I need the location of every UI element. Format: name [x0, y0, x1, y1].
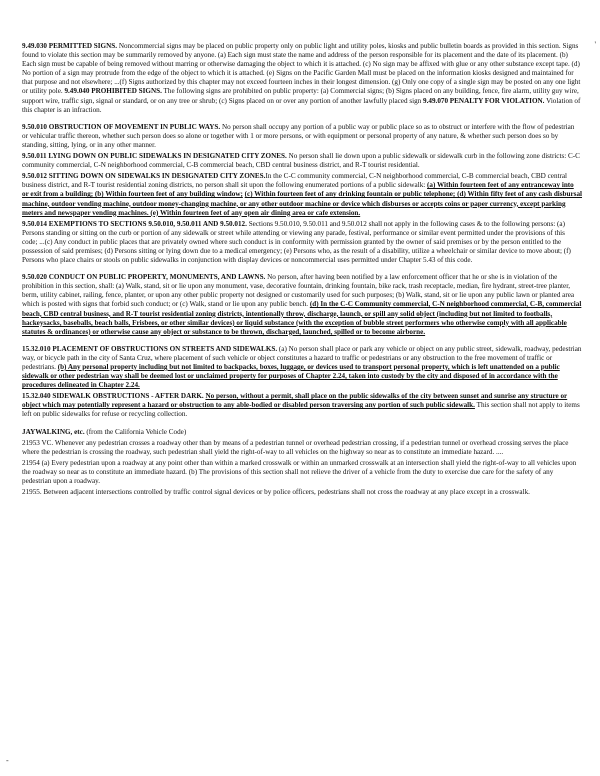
paragraph-p5 [22, 220, 582, 265]
paragraph-p8 [22, 392, 582, 419]
section-heading: 9.50.010 OBSTRUCTION OF MOVEMENT IN PUBLIC WAYS. [22, 122, 221, 131]
corner-mark: ' [594, 40, 596, 49]
section-heading: 9.49.040 PROHIBITED SIGNS. [64, 87, 162, 96]
section-heading: 15.32.040 SIDEWALK OBSTRUCTIONS - AFTER DARK. [22, 392, 204, 401]
paragraph-p4 [22, 172, 582, 217]
paragraph-p1 [22, 42, 582, 115]
section-heading: 9.50.020 CONDUCT ON PUBLIC PROPERTY, MONUMENTS, AND LAWNS. [22, 273, 266, 282]
body-text: Violation of this chapter is an infraction. [22, 96, 581, 114]
emphasized-text: (d) In the C-C Community commercial, C-N neighborhood commercial, C-B, commercial beach, CBD central business, and R-T tourist residential zoning districts, intentionally throw, discharge, launch, or spill any solid object (including but not limited to footballs, hackeysacks, baseballs, beach balls, Frisbees, or other similar devices) or liquid substance (with the exception of bubble street performers who otherwise comply with all applicable statutes & ordinances) or otherwise cause any object or substance to be thrown, discharged, launched, spilled or to become airborne. [22, 300, 582, 336]
body-text: In the C-C community commercial, C-N neighborhood commercial, C-B commercial beach, CBD central business district, and R-T tourist residential zoning districts, no person shall sit upon the following enumerated portions of a public sidewalk: [22, 172, 568, 190]
body-text: 21954 (a) Every pedestrian upon a roadway at any point other than within a marked crosswalk or within an unmarked crosswalk at an intersection shall yield the right-of-way to all vehicles upon the roadway so near as to constitute an immediate hazard. (b) The provisions of this section shall not relieve the driver of a vehicle from the duty to exercise due care for the safety of any pedestrian upon a roadway. [22, 458, 577, 486]
section-heading: 9.49.070 PENALTY FOR VIOLATION. [423, 96, 545, 105]
body-text: Sections 9.50.010, 9.50.011 and 9.50.012 shall not apply in the following cases & to the following persons: (a) Persons standing or sitting on the curb or portion of any sidewalk or street while attending or viewing any parade, festival, performance or similar event permitted under the provisions of this code; ...(c) Any conduct in public places that are privately owned where such conduct is in conformity with permission granted by the owner of said premises or by the person entitled to the possession of said premises; (d) Persons sitting or lying down due to a medical emergency; (e) Persons who, as the result of a disability, utilize a wheelchair or similar device to move about; (f) Persons who place chairs or stools on public sidewalks in conjunction with display devices or noncommercial uses permitted under Chapter 5.43 of this code. [22, 219, 571, 265]
emphasized-text: (a) Within fourteen feet of any entranceway into or exit from a building; (b) Within fourteen feet of any building window; [22, 181, 574, 199]
paragraph-p2 [22, 123, 582, 150]
paragraph-p11 [22, 459, 582, 486]
paragraph-p10 [22, 439, 582, 457]
document-page [22, 42, 582, 499]
section-heading: JAYWALKING, etc. [22, 427, 85, 436]
emphasized-text: No person, without a permit, shall place on the public sidewalks of the city between sunset and sunrise any structure or object which may potentially represent a hazard or obstruction to any able-bodied or disabled person traversing any portion of such public sidewalk. [22, 392, 568, 410]
emphasized-text: (c) Within fourteen feet of any drinking fountain or public telephone; (d) Within fifty feet of any cash disbursal machine, outdoor vending machine, outdoor money-changing machine, or any other outdoor machine or device which disburses or accepts coins or paper currency, except parking meters and newspaper vending machines. (e) Within fourteen feet of any open air dining area or cafe extension. [22, 190, 583, 217]
bottom-mark: - [6, 756, 9, 765]
paragraph-p6 [22, 273, 582, 337]
section-heading: 9.49.030 PERMITTED SIGNS. [22, 42, 118, 50]
body-text: No person shall occupy any portion of a public way or public place so as to obstruct or interfere with the flow of pedestrian or vehicular traffic thereon, whether such person does so alone or together with 1 or more persons, or with equipment or personal property of any nature, & whether such person does so by standing, sitting, lying, or in any other manner. [22, 122, 575, 149]
section-heading: 15.32.010 PLACEMENT OF OBSTRUCTIONS ON STREETS AND SIDEWALKS. [22, 344, 278, 353]
paragraph-p3 [22, 152, 582, 170]
paragraph-p12 [22, 488, 582, 497]
body-text: (from the California Vehicle Code) [84, 427, 187, 436]
body-text: Noncommercial signs may be placed on public property only on public light and utility poles, kiosks and public bulletin boards as provided in this section. Signs found to violate this section may be summarily removed by anyone. (a) Each sign must state the name and address of the person responsible for its placement and the date of its placement. (b) Each sign must be capable of being removed without marring or otherwise damaging the object to which it is attached. (c) No sign may be affixed with glue or any other substance except tape. (d) No portion of a sign may protrude from the edge of the object to which it is attached. (e) Signs on the Pacific Garden Mall must be placed on the information kiosks designed and maintained for that purpose and not elsewhere; ...(f) Signs authorized by this chapter may not exceed fourteen inches in their longest dimension. (g) Only one copy of a single sign may be posted on any one light or utility pole. [22, 42, 581, 96]
body-text: 21953 VC. Whenever any pedestrian crosses a roadway other than by means of a pedestrian tunnel or overhead pedestrian crossing, if a pedestrian tunnel or overhead crossing serves the place where the pedestrian is crossing the roadway, such pedestrian shall yield the right-of-way to all vehicles on the highway so near as to constitute an immediate hazard. .... [22, 438, 569, 456]
emphasized-text: (b) Any personal property including but not limited to backpacks, boxes, luggage, or devices used to transport personal property, which is left unattended on a public sidewalk or other pedestrian way shall be deemed lost or unclaimed property for purposes of Chapter 2.24, taken into custody by the city and disposed of in accordance with the procedures delineated in Chapter 2.24. [22, 363, 560, 390]
section-heading: 9.50.014 EXEMPTIONS TO SECTIONS 9.50.010, 9.50.011 AND 9.50.012. [22, 219, 247, 228]
body-text: This section shall not apply to items left on public sidewalks for refuse or recycling collection. [22, 401, 580, 419]
section-heading: 9.50.011 LYING DOWN ON PUBLIC SIDEWALKS IN DESIGNATED CITY ZONES. [22, 152, 287, 161]
paragraph-p9 [22, 428, 582, 437]
body-text: No person shall lie down upon a public sidewalk or sidewalk curb in the following zone districts: C-C community commercial, C-N neighborhood commercial, C-B commercial beach, CBD central business district, and R-T tourist residential. [22, 152, 580, 170]
body-text: The following signs are prohibited on public property: (a) Commercial signs; (b) Signs placed on any building, fence, fire alarm, utility guy wire, support wire, traffic sign, signal or standard, or on any tree or shrub; (c) Signs placed on or over any portion of another lawfully placed sign [22, 87, 579, 105]
section-heading: 9.50.012 SITTING DOWN ON SIDEWALKS IN DESIGNATED CITY ZONES. [22, 172, 266, 181]
paragraph-p7 [22, 345, 582, 390]
body-text: 21955. Between adjacent intersections controlled by traffic control signal devices or by police officers, pedestrians shall not cross the roadway at any place except in a crosswalk. [22, 488, 530, 497]
body-text: (a) No person shall place or park any vehicle or object on any public street, sidewalk, roadway, pedestrian way, or bicycle path in the city of Santa Cruz, where placement of such vehicle or object constitutes a hazard to traffic or pedestrians or any obstruction to the free movement of traffic or pedestrians. [22, 344, 582, 371]
body-text: No person, after having been notified by a law enforcement officer that he or she is in violation of the prohibition in this section, shall: (a) Walk, stand, sit or lie upon any monument, vase, decorative fountain, drinking fountain, bike rack, trash receptacle, median, fire hydrant, street-tree planter, berm, utility cabinet, railing, fence, planter, or upon any other public property not designed or customarily used for such purposes; (b) Walk, stand, sit or lie upon any public lawn or planted area which is posted with signs that forbid such conduct; or (c) Walk, stand or lie upon any public bench. [22, 273, 575, 309]
